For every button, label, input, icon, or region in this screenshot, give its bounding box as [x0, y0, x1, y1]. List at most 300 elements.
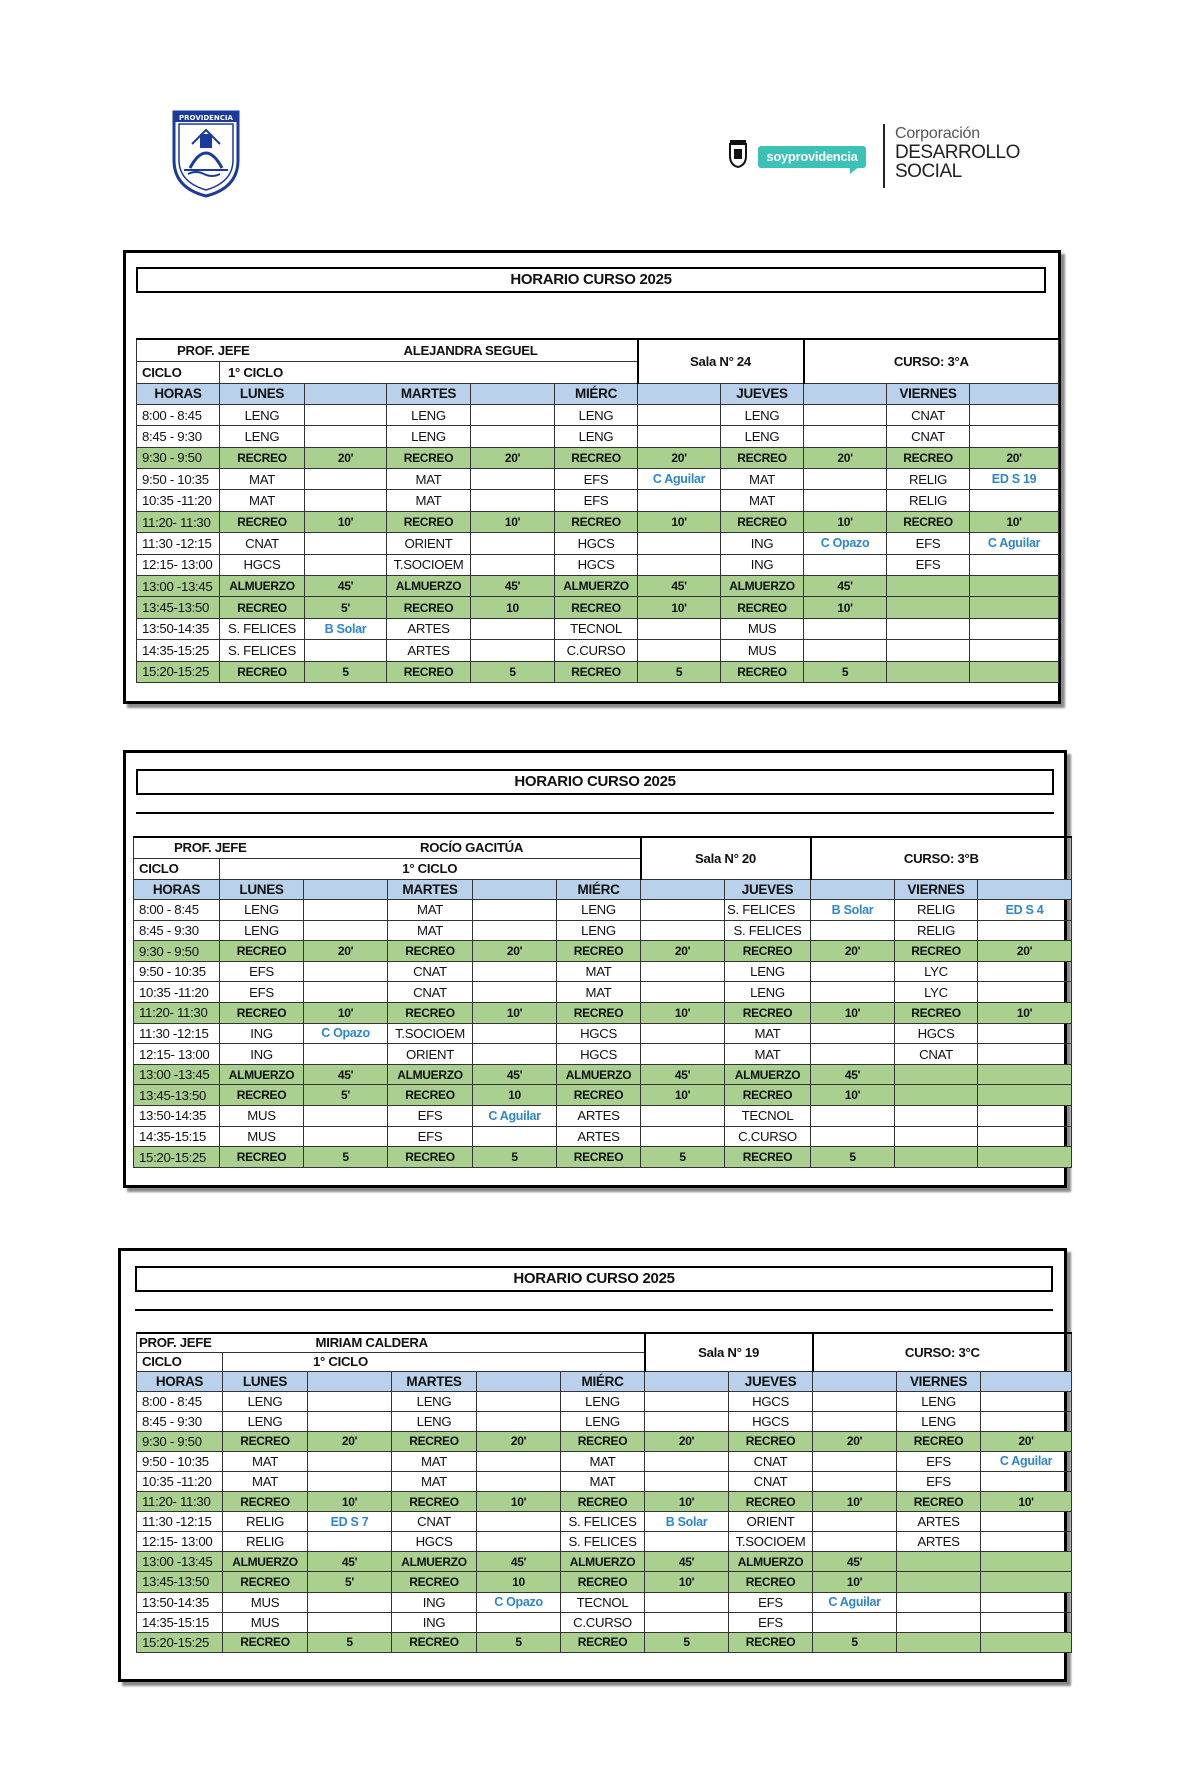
- class-row: [134, 900, 1072, 921]
- duration-cell: 10': [638, 597, 721, 618]
- class-row: [134, 920, 1072, 941]
- subject-cell: LENG: [721, 426, 804, 447]
- teacher-cell: [477, 1512, 561, 1532]
- subject-cell: LENG: [387, 426, 471, 447]
- subject-cell: EFS: [887, 533, 970, 554]
- header-col-8: [804, 383, 887, 404]
- teacher-cell: [308, 1592, 392, 1612]
- subject-cell: RECREO: [392, 1572, 477, 1592]
- subject-cell: ING: [392, 1612, 477, 1632]
- subject-cell: RECREO: [557, 1085, 641, 1106]
- subject-cell: CNAT: [895, 1044, 978, 1065]
- teacher-cell: [304, 982, 388, 1003]
- subject-cell: MAT: [220, 469, 305, 490]
- teacher-cell: [811, 961, 895, 982]
- teacher-cell: [473, 900, 557, 921]
- subject-cell: RECREO: [220, 511, 305, 532]
- duration-cell: 5: [308, 1632, 392, 1652]
- teacher-cell: [471, 618, 555, 639]
- teacher-cell: [811, 1023, 895, 1044]
- teacher-cell: B Solar: [305, 618, 387, 639]
- subject-cell: LYC: [895, 982, 978, 1003]
- subject-cell: [887, 576, 970, 597]
- subject-cell: TECNOL: [561, 1592, 645, 1612]
- duration-cell: 10': [813, 1492, 897, 1512]
- subject-cell: RECREO: [555, 511, 638, 532]
- class-row: [137, 1592, 1072, 1612]
- subject-cell: LENG: [220, 900, 304, 921]
- subject-cell: LENG: [555, 404, 638, 425]
- duration-cell: 5: [813, 1632, 897, 1652]
- subject-cell: EFS: [729, 1612, 813, 1632]
- subject-cell: LENG: [897, 1391, 981, 1411]
- time-cell: 9:30 - 9:50: [137, 447, 220, 468]
- subject-cell: MAT: [387, 490, 471, 511]
- teacher-cell: ED S 19: [970, 469, 1059, 490]
- class-row: [137, 426, 1059, 447]
- subject-cell: ARTES: [557, 1126, 641, 1147]
- subject-cell: C.CURSO: [725, 1126, 811, 1147]
- subject-cell: RECREO: [387, 597, 471, 618]
- subject-cell: HGCS: [555, 533, 638, 554]
- teacher-cell: [811, 920, 895, 941]
- subject-cell: MAT: [388, 900, 473, 921]
- header-col-4: [473, 879, 557, 900]
- teacher-cell: [638, 554, 721, 575]
- time-cell: 10:35 -11:20: [137, 1471, 223, 1491]
- subject-cell: LENG: [561, 1411, 645, 1431]
- subject-cell: S. FELICES: [561, 1512, 645, 1532]
- time-cell: 11:20- 11:30: [137, 511, 220, 532]
- time-cell: 11:30 -12:15: [137, 533, 220, 554]
- teacher-cell: [978, 1023, 1072, 1044]
- subject-cell: MUS: [223, 1592, 308, 1612]
- duration-cell: 5': [305, 597, 387, 618]
- teacher-cell: [304, 1044, 388, 1065]
- subject-cell: MUS: [721, 618, 804, 639]
- subject-cell: LENG: [220, 426, 305, 447]
- subject-cell: [897, 1552, 981, 1572]
- subject-cell: CNAT: [887, 404, 970, 425]
- teacher-cell: [308, 1612, 392, 1632]
- teacher-cell: [813, 1512, 897, 1532]
- teacher-cell: [970, 426, 1059, 447]
- time-cell: 15:20-15:25: [137, 661, 220, 682]
- duration-cell: 10: [471, 597, 555, 618]
- duration-cell: 10': [305, 511, 387, 532]
- duration-cell: 10': [641, 1085, 725, 1106]
- subject-cell: ING: [721, 533, 804, 554]
- duration-cell: 5: [471, 661, 555, 682]
- header-col-2: [304, 879, 388, 900]
- subject-cell: HGCS: [557, 1023, 641, 1044]
- header-col-8: [811, 879, 895, 900]
- subject-cell: MAT: [392, 1471, 477, 1491]
- break-row: [134, 1003, 1072, 1024]
- subject-cell: EFS: [388, 1106, 473, 1127]
- subject-cell: [897, 1612, 981, 1632]
- subject-cell: RECREO: [887, 511, 970, 532]
- header-col-5: MIÉRC: [555, 383, 638, 404]
- subject-cell: RECREO: [555, 661, 638, 682]
- duration-cell: 10: [477, 1572, 561, 1592]
- subject-cell: MAT: [557, 961, 641, 982]
- subject-cell: ING: [392, 1592, 477, 1612]
- break-row: [134, 1064, 1072, 1085]
- teacher-cell: [970, 618, 1059, 639]
- teacher-cell: [471, 640, 555, 661]
- teacher-cell: [804, 469, 887, 490]
- time-cell: 12:15- 13:00: [137, 1532, 223, 1552]
- prof-jefe-name: ROCÍO GACITÚA: [304, 837, 641, 858]
- teacher-cell: [471, 404, 555, 425]
- subject-cell: EFS: [220, 982, 304, 1003]
- prof-jefe-label: PROF. JEFE: [134, 837, 304, 858]
- teacher-cell: C Aguilar: [981, 1451, 1072, 1471]
- subject-cell: RELIG: [895, 900, 978, 921]
- time-cell: 9:50 - 10:35: [137, 1451, 223, 1471]
- subject-cell: LENG: [555, 426, 638, 447]
- teacher-cell: [305, 426, 387, 447]
- subject-cell: EFS: [555, 469, 638, 490]
- subject-cell: ING: [220, 1044, 304, 1065]
- ciclo-label: CICLO: [134, 858, 220, 879]
- teacher-cell: [645, 1411, 729, 1431]
- class-row: [137, 490, 1059, 511]
- subject-cell: T.SOCIOEM: [388, 1023, 473, 1044]
- corp-line3: SOCIAL: [895, 161, 962, 182]
- break-row: [137, 661, 1059, 682]
- duration-cell: 45': [804, 576, 887, 597]
- logo-divider: [883, 124, 885, 188]
- subject-cell: HGCS: [555, 554, 638, 575]
- teacher-cell: [981, 1411, 1072, 1431]
- class-row: [137, 404, 1059, 425]
- teacher-cell: [981, 1512, 1072, 1532]
- teacher-cell: [304, 920, 388, 941]
- duration-cell: 20': [978, 941, 1072, 962]
- subject-cell: ALMUERZO: [220, 1064, 304, 1085]
- time-cell: 11:30 -12:15: [137, 1512, 223, 1532]
- teacher-cell: [638, 533, 721, 554]
- subject-cell: RECREO: [220, 597, 305, 618]
- class-row: [137, 533, 1059, 554]
- schedule-title: HORARIO CURSO 2025: [136, 267, 1046, 293]
- subject-cell: [887, 661, 970, 682]
- class-row: [134, 1126, 1072, 1147]
- schedule-table-3a: [136, 338, 1059, 683]
- subject-cell: LENG: [557, 920, 641, 941]
- time-cell: 8:45 - 9:30: [137, 1411, 223, 1431]
- duration-cell: 5: [641, 1147, 725, 1168]
- schedule-table-3b: [133, 836, 1072, 1168]
- break-row: [137, 576, 1059, 597]
- teacher-cell: [981, 1471, 1072, 1491]
- subject-cell: T.SOCIOEM: [387, 554, 471, 575]
- subject-cell: ARTES: [557, 1106, 641, 1127]
- subject-cell: LENG: [725, 982, 811, 1003]
- teacher-cell: [804, 426, 887, 447]
- schedule-title: HORARIO CURSO 2025: [135, 1266, 1053, 1292]
- subject-cell: EFS: [388, 1126, 473, 1147]
- subject-cell: RECREO: [392, 1431, 477, 1451]
- duration-cell: 5: [811, 1147, 895, 1168]
- class-row: [137, 469, 1059, 490]
- subject-cell: RECREO: [220, 1147, 304, 1168]
- subject-cell: ARTES: [387, 640, 471, 661]
- time-cell: 9:30 - 9:50: [134, 941, 220, 962]
- teacher-cell: [981, 1592, 1072, 1612]
- subject-cell: C.CURSO: [555, 640, 638, 661]
- teacher-cell: [641, 1106, 725, 1127]
- header-horas: HORAS: [134, 879, 220, 900]
- teacher-cell: C Opazo: [304, 1023, 388, 1044]
- duration-cell: 45': [641, 1064, 725, 1085]
- teacher-cell: [471, 554, 555, 575]
- corp-line2: DESARROLLO: [895, 142, 1020, 163]
- subject-cell: RECREO: [557, 941, 641, 962]
- teacher-cell: [645, 1471, 729, 1491]
- subject-cell: RECREO: [220, 1085, 304, 1106]
- teacher-cell: [477, 1391, 561, 1411]
- subject-cell: S. FELICES: [220, 640, 305, 661]
- duration-cell: 10': [645, 1572, 729, 1592]
- header-col-10: [970, 383, 1059, 404]
- subject-cell: RELIG: [887, 490, 970, 511]
- break-row: [137, 1492, 1072, 1512]
- class-row: [137, 1471, 1072, 1491]
- header-col-1: LUNES: [220, 383, 305, 404]
- time-cell: 14:35-15:15: [134, 1126, 220, 1147]
- duration-cell: 45': [811, 1064, 895, 1085]
- duration-cell: [978, 1147, 1072, 1168]
- subject-cell: ARTES: [387, 618, 471, 639]
- ciclo-value: 1° CICLO: [220, 361, 638, 383]
- subject-cell: [895, 1064, 978, 1085]
- subject-cell: S. FELICES: [725, 920, 811, 941]
- duration-cell: 20': [981, 1431, 1072, 1451]
- teacher-cell: [978, 961, 1072, 982]
- subject-cell: C.CURSO: [561, 1612, 645, 1632]
- subject-cell: LENG: [220, 404, 305, 425]
- duration-cell: 20': [305, 447, 387, 468]
- header-col-2: [305, 383, 387, 404]
- teacher-cell: [477, 1411, 561, 1431]
- subject-cell: RELIG: [895, 920, 978, 941]
- curso-label: CURSO: 3°B: [811, 837, 1072, 879]
- subject-cell: TECNOL: [725, 1106, 811, 1127]
- break-row: [137, 447, 1059, 468]
- subject-cell: RECREO: [223, 1492, 308, 1512]
- teacher-cell: [305, 469, 387, 490]
- header-col-10: [978, 879, 1072, 900]
- teacher-cell: [641, 1023, 725, 1044]
- subject-cell: EFS: [897, 1471, 981, 1491]
- duration-cell: 10': [638, 511, 721, 532]
- subject-cell: MAT: [388, 920, 473, 941]
- time-cell: 15:20-15:25: [137, 1632, 223, 1652]
- teacher-cell: [813, 1411, 897, 1431]
- subject-cell: TECNOL: [555, 618, 638, 639]
- subject-cell: [897, 1572, 981, 1592]
- subject-cell: RECREO: [725, 941, 811, 962]
- duration-cell: 45': [813, 1552, 897, 1572]
- subject-cell: S. FELICES: [561, 1532, 645, 1552]
- teacher-cell: [811, 1044, 895, 1065]
- teacher-cell: [645, 1592, 729, 1612]
- badge-tail-icon: [850, 166, 860, 174]
- subject-cell: HGCS: [729, 1391, 813, 1411]
- subject-cell: RECREO: [388, 1085, 473, 1106]
- duration-cell: 20': [473, 941, 557, 962]
- subject-cell: RECREO: [220, 447, 305, 468]
- header-horas: HORAS: [137, 1371, 223, 1391]
- teacher-cell: [305, 404, 387, 425]
- subject-cell: RECREO: [387, 661, 471, 682]
- header-col-7: JUEVES: [729, 1371, 813, 1391]
- subject-cell: RECREO: [729, 1632, 813, 1652]
- subject-cell: MAT: [223, 1471, 308, 1491]
- teacher-cell: [477, 1451, 561, 1471]
- duration-cell: 20': [804, 447, 887, 468]
- time-cell: 8:45 - 9:30: [134, 920, 220, 941]
- time-cell: 14:35-15:25: [137, 640, 220, 661]
- school-crest-icon: [170, 108, 242, 198]
- class-row: [134, 961, 1072, 982]
- teacher-cell: [645, 1532, 729, 1552]
- duration-cell: 20': [641, 941, 725, 962]
- pill-strong: providencia: [787, 149, 858, 164]
- subject-cell: CNAT: [388, 982, 473, 1003]
- break-row: [134, 1147, 1072, 1168]
- duration-cell: 10': [811, 1003, 895, 1024]
- subject-cell: MAT: [721, 469, 804, 490]
- ciclo-value: 1° CICLO: [220, 858, 641, 879]
- class-row: [137, 1451, 1072, 1471]
- subject-cell: RECREO: [220, 1003, 304, 1024]
- time-cell: 10:35 -11:20: [134, 982, 220, 1003]
- sala-number: Sala N° 19: [645, 1333, 813, 1371]
- schedule-title: HORARIO CURSO 2025: [136, 769, 1054, 795]
- header-col-2: [308, 1371, 392, 1391]
- teacher-cell: [473, 961, 557, 982]
- header-col-5: MIÉRC: [561, 1371, 645, 1391]
- subject-cell: RECREO: [721, 597, 804, 618]
- subject-cell: CNAT: [729, 1451, 813, 1471]
- duration-cell: 5': [304, 1085, 388, 1106]
- time-cell: 13:45-13:50: [137, 1572, 223, 1592]
- time-cell: 9:50 - 10:35: [134, 961, 220, 982]
- duration-cell: 10': [811, 1085, 895, 1106]
- sala-number: Sala N° 24: [638, 339, 804, 383]
- subject-cell: LENG: [223, 1391, 308, 1411]
- subject-cell: ALMUERZO: [555, 576, 638, 597]
- teacher-cell: B Solar: [645, 1512, 729, 1532]
- teacher-cell: [804, 640, 887, 661]
- teacher-cell: [978, 920, 1072, 941]
- subject-cell: RECREO: [557, 1003, 641, 1024]
- duration-cell: 10': [804, 511, 887, 532]
- break-row: [134, 1085, 1072, 1106]
- subject-cell: MUS: [220, 1126, 304, 1147]
- subject-cell: RECREO: [392, 1632, 477, 1652]
- teacher-cell: [305, 490, 387, 511]
- subject-cell: EFS: [897, 1451, 981, 1471]
- subject-cell: MAT: [557, 982, 641, 1003]
- teacher-cell: [638, 404, 721, 425]
- header-col-6: [638, 383, 721, 404]
- teacher-cell: ED S 4: [978, 900, 1072, 921]
- teacher-cell: [304, 1106, 388, 1127]
- teacher-cell: [471, 533, 555, 554]
- subject-cell: S. FELICES: [725, 900, 811, 921]
- teacher-cell: [308, 1391, 392, 1411]
- duration-cell: 45': [471, 576, 555, 597]
- teacher-cell: [471, 426, 555, 447]
- teacher-cell: C Aguilar: [638, 469, 721, 490]
- header-col-10: [981, 1371, 1072, 1391]
- subject-cell: [895, 1085, 978, 1106]
- subject-cell: EFS: [887, 554, 970, 575]
- subject-cell: ORIENT: [388, 1044, 473, 1065]
- header-col-6: [641, 879, 725, 900]
- header-col-5: MIÉRC: [557, 879, 641, 900]
- header-horas: HORAS: [137, 383, 220, 404]
- time-cell: 8:45 - 9:30: [137, 426, 220, 447]
- duration-cell: 20': [970, 447, 1059, 468]
- subject-cell: EFS: [729, 1592, 813, 1612]
- class-row: [134, 1106, 1072, 1127]
- time-cell: 11:20- 11:30: [137, 1492, 223, 1512]
- title-rule: [135, 1309, 1053, 1311]
- subject-cell: ORIENT: [729, 1512, 813, 1532]
- subject-cell: RECREO: [388, 941, 473, 962]
- duration-cell: 5: [305, 661, 387, 682]
- subject-cell: [895, 1126, 978, 1147]
- teacher-cell: [638, 618, 721, 639]
- subject-cell: LENG: [387, 404, 471, 425]
- teacher-cell: [471, 469, 555, 490]
- teacher-cell: [641, 1126, 725, 1147]
- soyprovidencia-badge: [758, 146, 866, 168]
- duration-cell: [978, 1085, 1072, 1106]
- subject-cell: EFS: [555, 490, 638, 511]
- subject-cell: LENG: [392, 1411, 477, 1431]
- subject-cell: HGCS: [729, 1411, 813, 1431]
- subject-cell: RECREO: [729, 1492, 813, 1512]
- corp-line1: Corporación: [895, 125, 980, 142]
- subject-cell: HGCS: [557, 1044, 641, 1065]
- subject-cell: [887, 618, 970, 639]
- subject-cell: T.SOCIOEM: [729, 1532, 813, 1552]
- teacher-cell: [645, 1391, 729, 1411]
- subject-cell: ORIENT: [387, 533, 471, 554]
- teacher-cell: [970, 640, 1059, 661]
- teacher-cell: [477, 1612, 561, 1632]
- duration-cell: 10': [477, 1492, 561, 1512]
- subject-cell: RECREO: [557, 1147, 641, 1168]
- teacher-cell: [473, 920, 557, 941]
- duration-cell: 5: [804, 661, 887, 682]
- subject-cell: CNAT: [392, 1512, 477, 1532]
- teacher-cell: [304, 900, 388, 921]
- header-col-7: JUEVES: [721, 383, 804, 404]
- time-cell: 13:50-14:35: [137, 1592, 223, 1612]
- subject-cell: HGCS: [895, 1023, 978, 1044]
- prof-jefe-name: MIRIAM CALDERA: [308, 1333, 645, 1352]
- class-row: [137, 640, 1059, 661]
- pill-pre: soy: [766, 149, 788, 164]
